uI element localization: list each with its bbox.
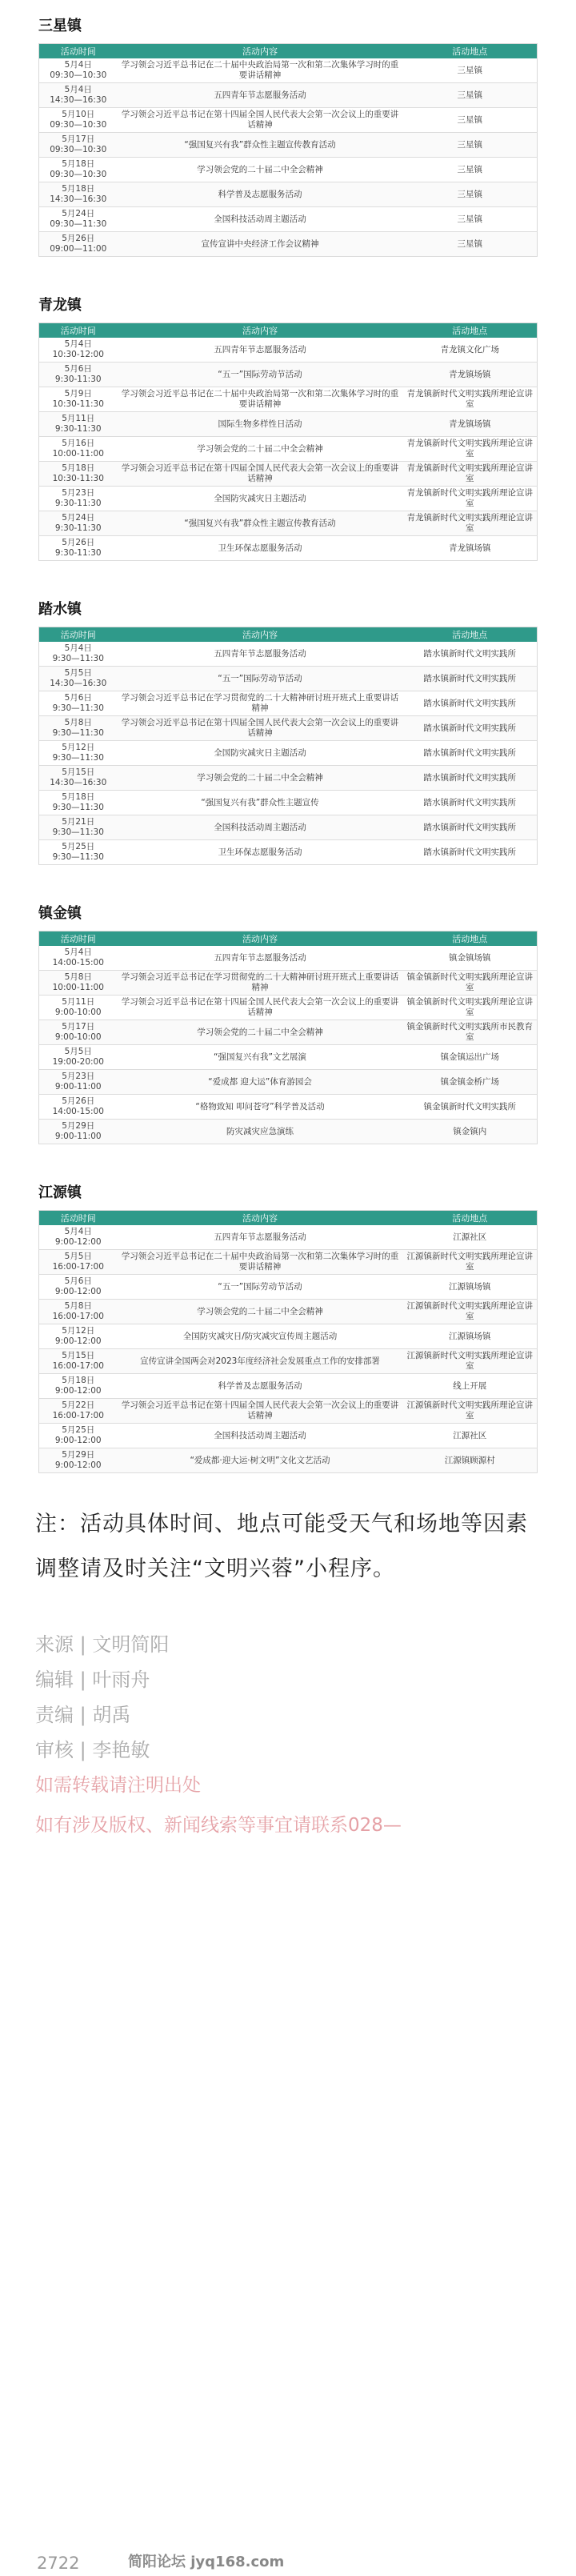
- cell-place: 踏水镇新时代文明实践所: [403, 642, 538, 667]
- cell-time: 5月9日 10:30-11:30: [39, 387, 118, 412]
- cell-content: 五四青年节志愿服务活动: [118, 642, 403, 667]
- table-row: [39, 840, 538, 865]
- cell-content: 学习领会党的二十届二中全会精神: [118, 1020, 403, 1045]
- table-row: [39, 158, 538, 182]
- reprint-notice: 如需转载请注明出处: [35, 1775, 201, 1796]
- table-row: [39, 815, 538, 840]
- cell-place: 镇金镇金桥广场: [403, 1070, 538, 1095]
- table-header-row: [39, 323, 538, 339]
- table-row: [39, 1399, 538, 1424]
- table-row: [39, 1250, 538, 1275]
- cell-place: 镇金镇内: [403, 1120, 538, 1144]
- cell-place: 三星镇: [403, 83, 538, 108]
- cell-content: 国际生物多样性日活动: [118, 412, 403, 437]
- cell-content: “爱成都 迎大运”体育游园会: [118, 1070, 403, 1095]
- cell-time: 5月24日 9:30-11:30: [39, 511, 118, 536]
- cell-place: 青龙镇新时代文明实践所理论宣讲室: [403, 387, 538, 412]
- cell-content: 五四青年节志愿服务活动: [118, 1225, 403, 1250]
- cell-place: 青龙镇新时代文明实践所理论宣讲室: [403, 437, 538, 462]
- credit-editor: 编辑 | 叶雨舟: [35, 1669, 150, 1691]
- table-header-row: [39, 627, 538, 643]
- cell-content: 学习领会党的二十届二中全会精神: [118, 158, 403, 182]
- town-section: [38, 593, 538, 865]
- table-row: [39, 1120, 538, 1144]
- cell-place: 踏水镇新时代文明实践所: [403, 791, 538, 815]
- cell-time: 5月4日 10:30-12:00: [39, 338, 118, 363]
- cell-content: 学习领会习近平总书记在二十届中央政治局第一次和第二次集体学习时的重要讲话精神: [118, 1250, 403, 1275]
- cell-place: 青龙镇新时代文明实践所理论宣讲室: [403, 462, 538, 487]
- table-row: [39, 133, 538, 158]
- cell-place: 三星镇: [403, 207, 538, 232]
- cell-time: 5月12日 9:30—11:30: [39, 741, 118, 766]
- cell-time: 5月15日 16:00-17:00: [39, 1349, 118, 1374]
- cell-place: 踏水镇新时代文明实践所: [403, 840, 538, 865]
- schedule-table: [38, 931, 538, 1144]
- table-row: [39, 1070, 538, 1095]
- town-schedules: [0, 10, 576, 1473]
- cell-time: 5月15日 14:30—16:30: [39, 766, 118, 791]
- cell-place: 镇金镇新时代文明实践所市民教育室: [403, 1020, 538, 1045]
- table-row: [39, 971, 538, 996]
- cell-time: 5月18日 09:30—10:30: [39, 158, 118, 182]
- cell-time: 5月6日 9:30—11:30: [39, 691, 118, 716]
- table-row: [39, 487, 538, 511]
- cell-place: 踏水镇新时代文明实践所: [403, 741, 538, 766]
- cell-place: 三星镇: [403, 232, 538, 257]
- cell-place: 青龙镇场镇: [403, 412, 538, 437]
- credit-chief-editor: 责编 | 胡禹: [35, 1704, 131, 1726]
- table-row: [39, 766, 538, 791]
- cell-place: 青龙镇场镇: [403, 363, 538, 387]
- cell-time: 5月29日 9:00-11:00: [39, 1120, 118, 1144]
- cell-content: “五一”国际劳动节活动: [118, 1275, 403, 1300]
- cell-content: “爱成都·迎大运·树文明”文化文艺活动: [118, 1448, 403, 1473]
- cell-content: 学习领会习近平总书记在第十四届全国人民代表大会第一次会议上的重要讲话精神: [118, 716, 403, 741]
- cell-place: 江源镇新时代文明实践所理论宣讲室: [403, 1250, 538, 1275]
- cell-content: 全国科技活动周主题活动: [118, 815, 403, 840]
- watermark-logo: 简阳论坛 jyq168.com: [128, 2554, 285, 2570]
- town-title: 镇金镇: [38, 905, 82, 922]
- cell-place: 踏水镇新时代文明实践所: [403, 815, 538, 840]
- table-row: [39, 946, 538, 971]
- cell-content: 科学普及志愿服务活动: [118, 182, 403, 207]
- schedule-table: [38, 43, 538, 257]
- table-row: [39, 1300, 538, 1324]
- cell-time: 5月4日 9:00-12:00: [39, 1225, 118, 1250]
- table-row: [39, 207, 538, 232]
- cell-place: 江源社区: [403, 1225, 538, 1250]
- cell-content: 全国防灾减灾日/防灾减灾宣传周主题活动: [118, 1324, 403, 1349]
- cell-time: 5月4日 09:30—10:30: [39, 58, 118, 83]
- town-title: 三星镇: [38, 18, 82, 34]
- cell-time: 5月22日 16:00-17:00: [39, 1399, 118, 1424]
- cell-place: 青龙镇新时代文明实践所理论宣讲室: [403, 487, 538, 511]
- cell-time: 5月25日 9:00-12:00: [39, 1424, 118, 1448]
- cell-place: 江源镇新时代文明实践所理论宣讲室: [403, 1399, 538, 1424]
- cell-time: 5月21日 9:30—11:30: [39, 815, 118, 840]
- cell-content: “强国复兴有我”群众性主题宣传教育活动: [118, 511, 403, 536]
- column-header: 活动内容: [118, 931, 403, 947]
- cell-content: 卫生环保志愿服务活动: [118, 536, 403, 561]
- town-section: [38, 1176, 538, 1473]
- notice-text: 注：活动具体时间、地点可能受天气和场地等因素调整请及时关注“文明兴蓉”小程序。: [35, 1512, 528, 1581]
- table-row: [39, 691, 538, 716]
- town-section: [38, 897, 538, 1144]
- column-header: 活动地点: [403, 44, 538, 59]
- town-title: 江源镇: [38, 1184, 82, 1201]
- town-title: 踏水镇: [38, 601, 82, 618]
- table-row: [39, 462, 538, 487]
- column-header: 活动内容: [118, 627, 403, 643]
- column-header: 活动内容: [118, 1211, 403, 1226]
- cell-time: 5月26日 09:00—11:00: [39, 232, 118, 257]
- table-row: [39, 83, 538, 108]
- cell-content: 卫生环保志愿服务活动: [118, 840, 403, 865]
- cell-time: 5月26日 9:30-11:30: [39, 536, 118, 561]
- table-row: [39, 387, 538, 412]
- table-row: [39, 716, 538, 741]
- cell-place: 镇金镇新时代文明实践所: [403, 1095, 538, 1120]
- table-row: [39, 1020, 538, 1045]
- cell-time: 5月8日 9:30—11:30: [39, 716, 118, 741]
- contact-notice: 如有涉及版权、新闻线索等事宜请联系028—: [35, 1815, 402, 1836]
- cell-time: 5月24日 09:30—11:30: [39, 207, 118, 232]
- town-section: [38, 10, 538, 257]
- credit-source: 来源 | 文明简阳: [35, 1633, 170, 1656]
- cell-content: 宣传宣讲全国两会对2023年度经济社会发展重点工作的安排部署: [118, 1349, 403, 1374]
- cell-content: 学习领会习近平总书记在二十届中央政治局第一次和第二次集体学习时的重要讲话精神: [118, 58, 403, 83]
- cell-content: 学习领会党的二十届二中全会精神: [118, 437, 403, 462]
- column-header: 活动时间: [39, 323, 118, 339]
- cell-time: 5月4日 14:30—16:30: [39, 83, 118, 108]
- cell-time: 5月18日 9:00-12:00: [39, 1374, 118, 1399]
- cell-place: 青龙镇场镇: [403, 536, 538, 561]
- table-header-row: [39, 1211, 538, 1226]
- cell-time: 5月26日 14:00-15:00: [39, 1095, 118, 1120]
- cell-content: 学习领会习近平总书记在第十四届全国人民代表大会第一次会议上的重要讲话精神: [118, 996, 403, 1020]
- cell-content: “五一”国际劳动节活动: [118, 667, 403, 691]
- cell-place: 江源镇新时代文明实践所理论宣讲室: [403, 1300, 538, 1324]
- cell-time: 5月12日 9:00-12:00: [39, 1324, 118, 1349]
- cell-time: 5月17日 09:30—10:30: [39, 133, 118, 158]
- cell-time: 5月8日 16:00-17:00: [39, 1300, 118, 1324]
- cell-content: “强国复兴有我”群众性主题宣传教育活动: [118, 133, 403, 158]
- table-row: [39, 791, 538, 815]
- table-row: [39, 437, 538, 462]
- column-header: 活动地点: [403, 1211, 538, 1226]
- cell-time: 5月5日 16:00-17:00: [39, 1250, 118, 1275]
- town-section: [38, 289, 538, 561]
- column-header: 活动内容: [118, 323, 403, 339]
- table-header-row: [39, 931, 538, 947]
- cell-time: 5月6日 9:00-12:00: [39, 1275, 118, 1300]
- cell-content: 五四青年节志愿服务活动: [118, 338, 403, 363]
- credit-reviewer: 审核 | 李艳敏: [35, 1739, 150, 1761]
- cell-content: 科学普及志愿服务活动: [118, 1374, 403, 1399]
- table-row: [39, 536, 538, 561]
- cell-content: 五四青年节志愿服务活动: [118, 83, 403, 108]
- cell-content: 全国防灾减灾日主题活动: [118, 741, 403, 766]
- cell-place: 江源镇场镇: [403, 1275, 538, 1300]
- cell-content: 学习领会习近平总书记在学习贯彻党的二十大精神研讨班开班式上重要讲话精神: [118, 971, 403, 996]
- cell-content: “强国复兴有我”群众性主题宣传: [118, 791, 403, 815]
- cell-place: 线上开展: [403, 1374, 538, 1399]
- cell-time: 5月8日 10:00-11:00: [39, 971, 118, 996]
- cell-content: 宣传宣讲中央经济工作会议精神: [118, 232, 403, 257]
- column-header: 活动内容: [118, 44, 403, 59]
- cell-time: 5月18日 9:30—11:30: [39, 791, 118, 815]
- cell-time: 5月17日 9:00-10:00: [39, 1020, 118, 1045]
- cell-content: “五一”国际劳动节活动: [118, 363, 403, 387]
- cell-place: 三星镇: [403, 58, 538, 83]
- cell-place: 三星镇: [403, 108, 538, 133]
- cell-time: 5月5日 14:30—16:30: [39, 667, 118, 691]
- table-row: [39, 232, 538, 257]
- cell-place: 踏水镇新时代文明实践所: [403, 766, 538, 791]
- cell-place: 三星镇: [403, 158, 538, 182]
- table-header-row: [39, 44, 538, 59]
- column-header: 活动时间: [39, 627, 118, 643]
- cell-time: 5月11日 9:30-11:30: [39, 412, 118, 437]
- cell-place: 镇金镇场镇: [403, 946, 538, 971]
- table-row: [39, 511, 538, 536]
- cell-time: 5月16日 10:00-11:00: [39, 437, 118, 462]
- table-row: [39, 1448, 538, 1473]
- cell-time: 5月5日 19:00-20:00: [39, 1045, 118, 1070]
- cell-place: 江源镇场镇: [403, 1324, 538, 1349]
- cell-time: 5月4日 14:00-15:00: [39, 946, 118, 971]
- cell-content: 学习领会党的二十届二中全会精神: [118, 766, 403, 791]
- cell-time: 5月4日 9:30—11:30: [39, 642, 118, 667]
- column-header: 活动地点: [403, 627, 538, 643]
- cell-place: 江源镇新时代文明实践所理论宣讲室: [403, 1349, 538, 1374]
- cell-content: 学习领会习近平总书记在第十四届全国人民代表大会第一次会议上的重要讲话精神: [118, 108, 403, 133]
- cell-time: 5月23日 9:00-11:00: [39, 1070, 118, 1095]
- cell-time: 5月10日 09:30—10:30: [39, 108, 118, 133]
- table-row: [39, 1324, 538, 1349]
- column-header: 活动地点: [403, 931, 538, 947]
- cell-content: 学习领会习近平总书记在二十届中央政治局第一次和第二次集体学习时的重要讲话精神: [118, 387, 403, 412]
- cell-content: 五四青年节志愿服务活动: [118, 946, 403, 971]
- table-row: [39, 1349, 538, 1374]
- cell-place: 镇金镇运出广场: [403, 1045, 538, 1070]
- table-row: [39, 1225, 538, 1250]
- cell-time: 5月29日 9:00-12:00: [39, 1448, 118, 1473]
- cell-time: 5月23日 9:30-11:30: [39, 487, 118, 511]
- cell-time: 5月18日 10:30-11:30: [39, 462, 118, 487]
- cell-content: 防灾减灾应急演练: [118, 1120, 403, 1144]
- town-title: 青龙镇: [38, 297, 82, 314]
- column-header: 活动时间: [39, 44, 118, 59]
- credits: [35, 1627, 538, 1843]
- table-row: [39, 1275, 538, 1300]
- cell-time: 5月11日 9:00-10:00: [39, 996, 118, 1020]
- table-row: [39, 182, 538, 207]
- cell-place: 踏水镇新时代文明实践所: [403, 667, 538, 691]
- cell-place: 三星镇: [403, 182, 538, 207]
- table-row: [39, 363, 538, 387]
- cell-place: 青龙镇文化广场: [403, 338, 538, 363]
- cell-place: 江源镇顾源村: [403, 1448, 538, 1473]
- cell-place: 江源社区: [403, 1424, 538, 1448]
- schedule-table: [38, 627, 538, 865]
- column-header: 活动时间: [39, 931, 118, 947]
- cell-content: “格物致知 叩问苍穹”科学普及活动: [118, 1095, 403, 1120]
- schedule-table: [38, 1210, 538, 1473]
- cell-time: 5月25日 9:30—11:30: [39, 840, 118, 865]
- table-row: [39, 1424, 538, 1448]
- cell-content: 全国科技活动周主题活动: [118, 1424, 403, 1448]
- cell-content: 学习领会习近平总书记在学习贯彻党的二十大精神研讨班开班式上重要讲话精神: [118, 691, 403, 716]
- table-row: [39, 1045, 538, 1070]
- cell-place: 三星镇: [403, 133, 538, 158]
- cell-content: 学习领会习近平总书记在第十四届全国人民代表大会第一次会议上的重要讲话精神: [118, 1399, 403, 1424]
- column-header: 活动地点: [403, 323, 538, 339]
- cell-place: 青龙镇新时代文明实践所理论宣讲室: [403, 511, 538, 536]
- cell-place: 镇金镇新时代文明实践所理论宣讲室: [403, 971, 538, 996]
- schedule-table: [38, 323, 538, 561]
- cell-time: 5月18日 14:30—16:30: [39, 182, 118, 207]
- table-row: [39, 58, 538, 83]
- table-row: [39, 1095, 538, 1120]
- table-row: [39, 1374, 538, 1399]
- column-header: 活动时间: [39, 1211, 118, 1226]
- table-row: [39, 338, 538, 363]
- table-row: [39, 412, 538, 437]
- cell-place: 踏水镇新时代文明实践所: [403, 716, 538, 741]
- table-row: [39, 108, 538, 133]
- contact-number-tail: 2722: [37, 2554, 80, 2573]
- cell-content: 学习领会习近平总书记在第十四届全国人民代表大会第一次会议上的重要讲话精神: [118, 462, 403, 487]
- cell-place: 踏水镇新时代文明实践所: [403, 691, 538, 716]
- cell-content: 全国科技活动周主题活动: [118, 207, 403, 232]
- table-row: [39, 996, 538, 1020]
- cell-content: “强国复兴有我”文艺展演: [118, 1045, 403, 1070]
- cell-time: 5月6日 9:30-11:30: [39, 363, 118, 387]
- table-row: [39, 642, 538, 667]
- cell-place: 镇金镇新时代文明实践所理论宣讲室: [403, 996, 538, 1020]
- cell-content: 全国防灾减灾日主题活动: [118, 487, 403, 511]
- table-row: [39, 667, 538, 691]
- cell-content: 学习领会党的二十届二中全会精神: [118, 1300, 403, 1324]
- table-row: [39, 741, 538, 766]
